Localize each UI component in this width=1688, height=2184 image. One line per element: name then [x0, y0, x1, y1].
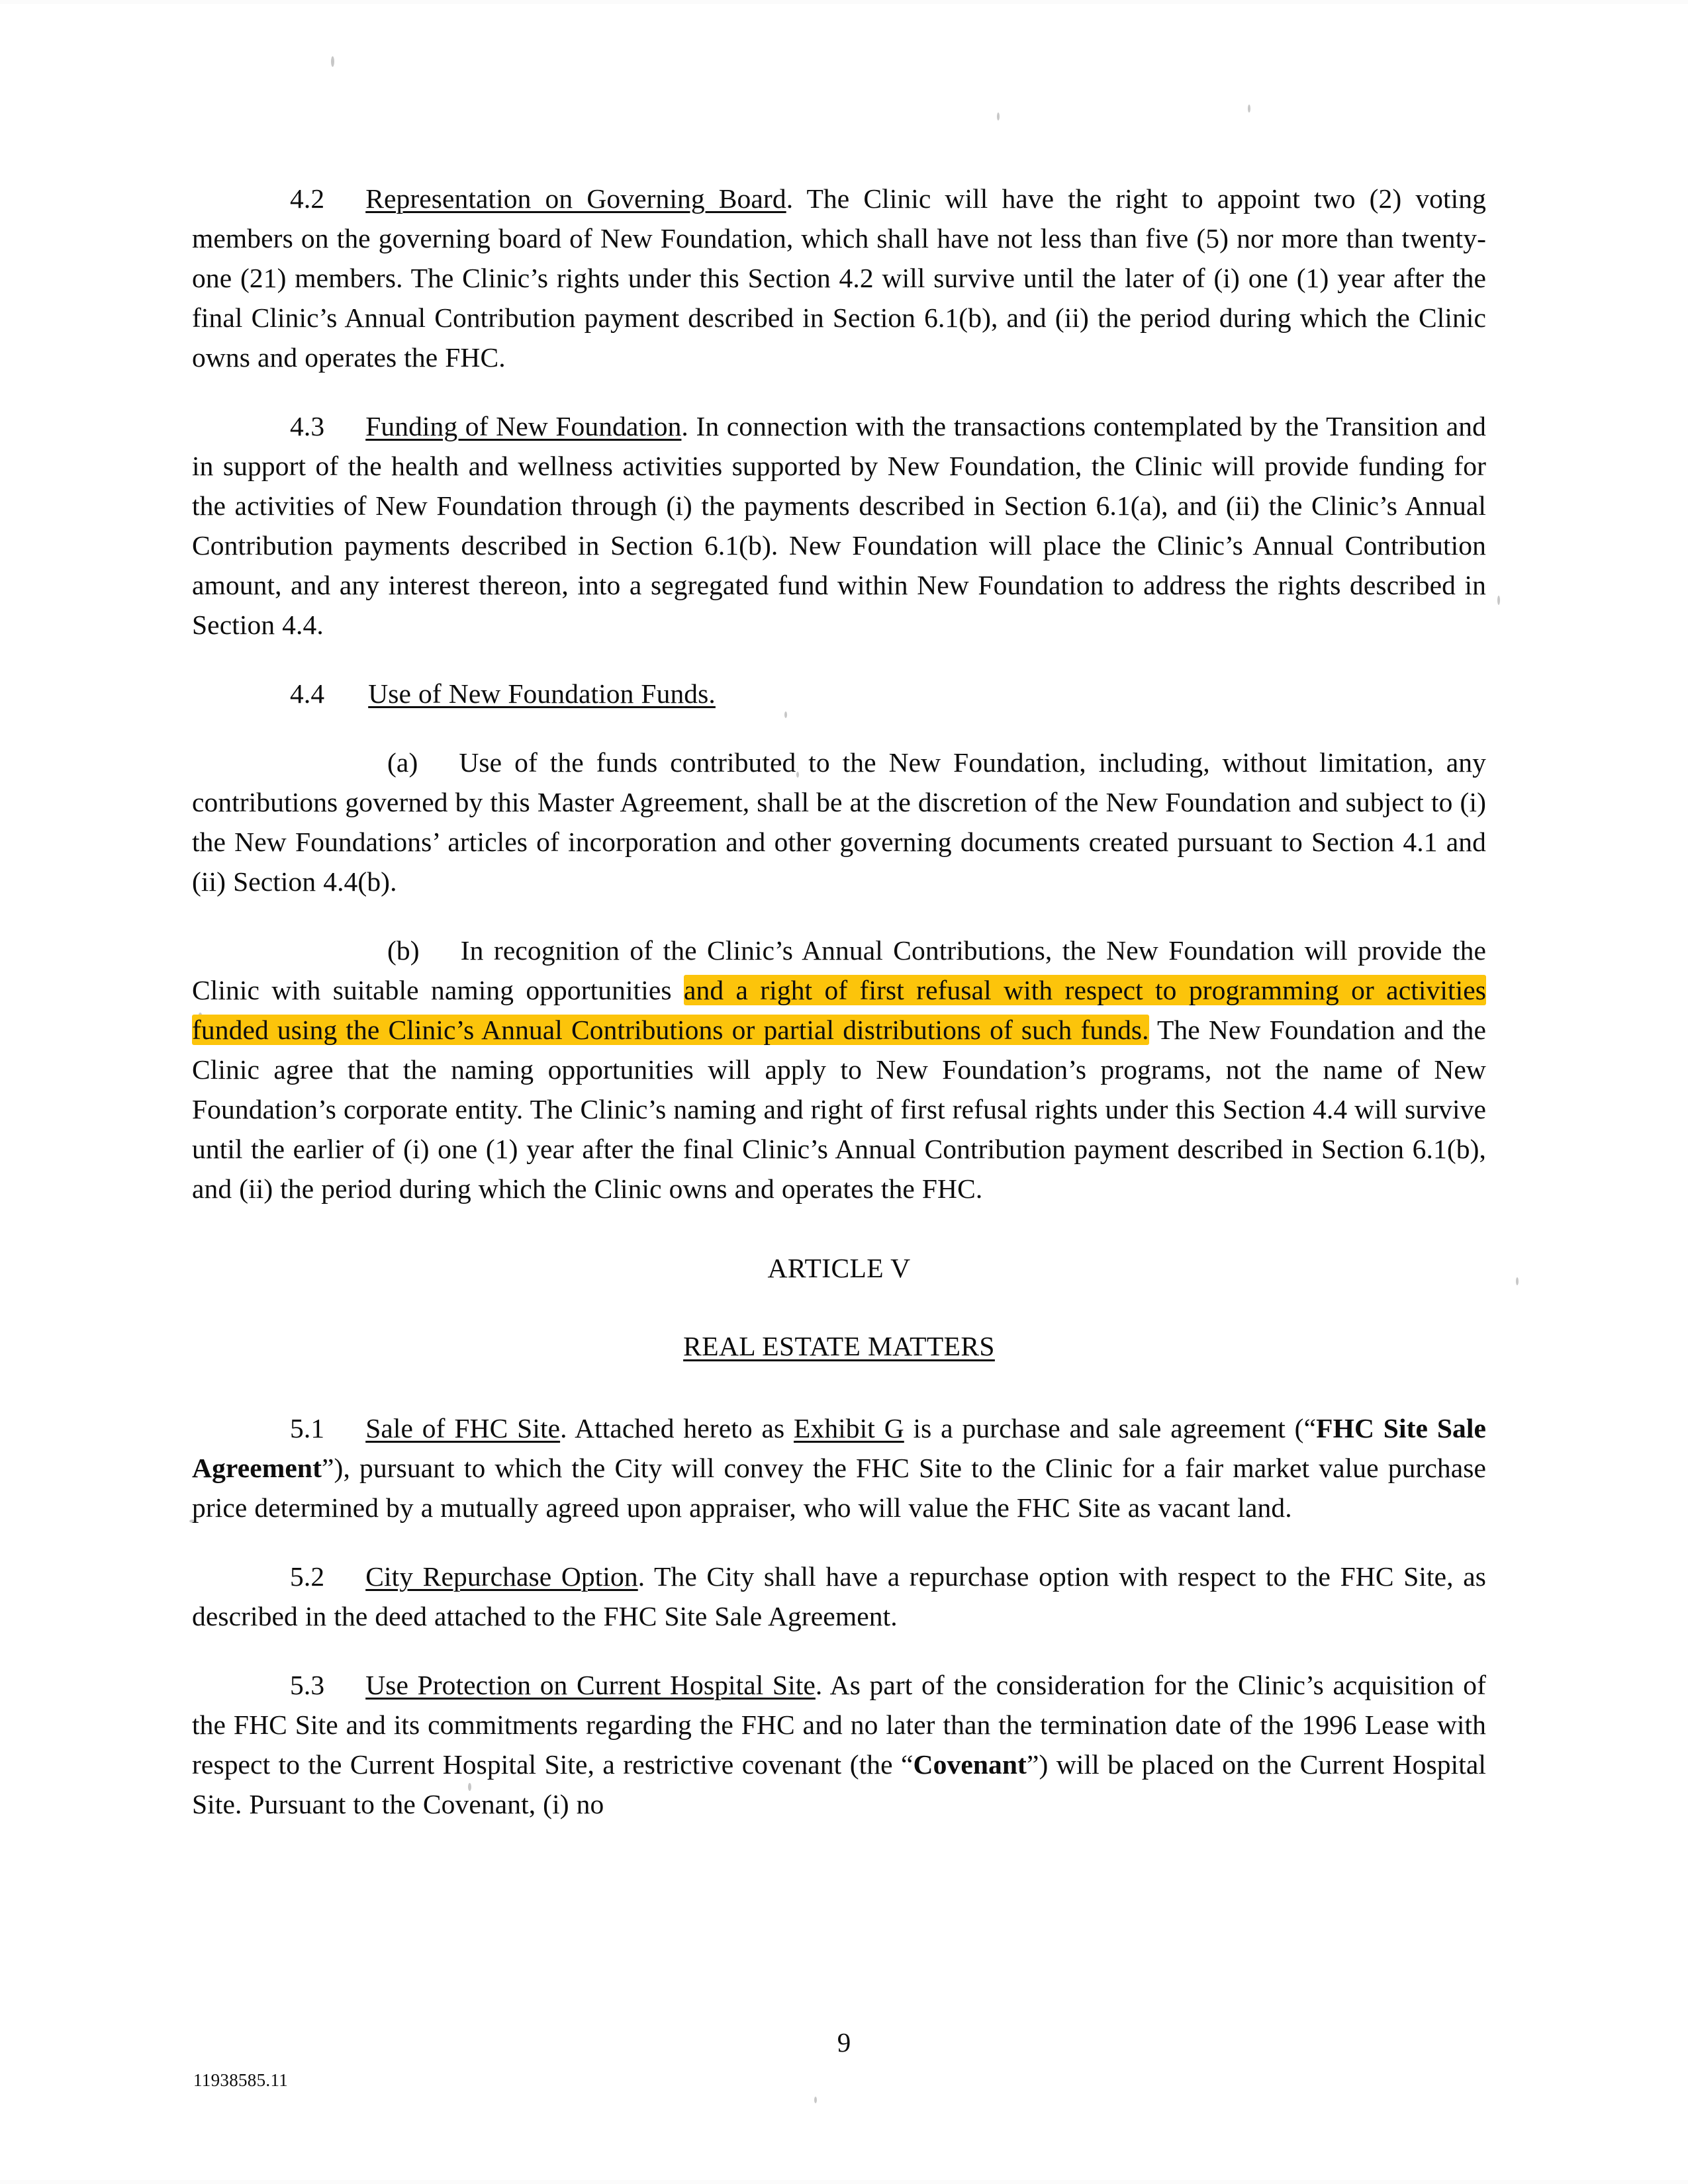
- section-5-1-number: 5.1: [290, 1413, 325, 1443]
- scan-speck: [997, 113, 1000, 120]
- section-4-4-number: 4.4: [290, 678, 325, 709]
- section-5-1-body-1: . Attached hereto as: [560, 1413, 794, 1443]
- section-4-3-body: . In connection with the transactions contemplated by the Transition and in support of the health and wellness activities supported by New Foundation, the Clinic will provide funding for the activities of New Foundation through (i) the payments described in Section 6.1(a), and (ii) the Clinic’s Annual Contribution payments described in Section 6.1(b). New Foundation will place the Clinic’s Annual Contribution amount, and any interest thereon, into a segregated fund within New Foundation to address the rights described in Section 4.4.: [192, 411, 1486, 640]
- scan-speck: [331, 56, 334, 67]
- section-5-3-body-2: ”) will be placed on the Current Hospital Site. Pursuant to the Covenant, (i) no: [192, 1749, 1486, 1819]
- section-5-1-title: Sale of FHC Site: [365, 1413, 561, 1443]
- section-4-3-number: 4.3: [290, 411, 325, 441]
- article-subject-heading: [192, 1326, 1486, 1366]
- section-5-1-paragraph: [192, 1408, 1486, 1527]
- section-4-3-paragraph: [192, 406, 1486, 645]
- section-4-3-title: Funding of New Foundation: [365, 411, 682, 441]
- defined-term-covenant: Covenant: [913, 1749, 1027, 1780]
- section-4-4-heading: [192, 674, 1486, 713]
- section-4-2-paragraph: [192, 179, 1486, 377]
- section-4-2-body: . The Clinic will have the right to appoint two (2) voting members on the governing board of New Foundation, which shall have not less than five (5) nor more than twenty-one (21) members. The Clinic’s rights under this Section 4.2 will survive until the later of (i) one (1) year after the final Clinic’s Annual Contribution payment described in Section 6.1(b), and (ii) the period during which the Clinic owns and operates the FHC.: [192, 183, 1486, 373]
- section-5-1-body-2: is a purchase and sale agreement (“: [904, 1413, 1317, 1443]
- section-4-4-a-paragraph: [192, 743, 1486, 901]
- page-number: 9: [837, 2027, 851, 2058]
- article-heading: ARTICLE V: [767, 1253, 911, 1283]
- scan-edge-top: [0, 0, 1688, 4]
- section-5-2-title: City Repurchase Option: [365, 1561, 638, 1592]
- section-5-2-body: . The City shall have a repurchase option with respect to the FHC Site, as described in the deed attached to the FHC Site Sale Agreement.: [192, 1561, 1486, 1631]
- section-5-2-number: 5.2: [290, 1561, 325, 1592]
- scan-speck: [1497, 596, 1500, 605]
- highlighted-text: and a right of first refusal with respect to programming or activities funded using the Clinic’s Annual Contributions or partial distributions of such funds.: [192, 975, 1486, 1045]
- section-5-2-paragraph: [192, 1557, 1486, 1636]
- exhibit-g-reference: Exhibit G: [794, 1413, 904, 1443]
- section-4-4-b-paragraph: [192, 931, 1486, 1208]
- section-4-4-b-label: (b): [387, 935, 420, 966]
- section-5-3-paragraph: [192, 1665, 1486, 1824]
- article-subject-text: REAL ESTATE MATTERS: [683, 1331, 995, 1361]
- defined-term-fhc-site-sale-agreement: FHC Site Sale Agreement: [192, 1413, 1486, 1483]
- document-body: [192, 179, 1486, 1824]
- scan-edge-bottom: [0, 2180, 1688, 2184]
- scan-speck: [1248, 105, 1250, 113]
- section-5-3-body-1: . As part of the consideration for the Clinic’s acquisition of the FHC Site and its commitments regarding the FHC and no later than the termination date of the 1996 Lease with respect to the Current Hospital Site, a restrictive covenant (the “: [192, 1670, 1486, 1780]
- section-4-2-number: 4.2: [290, 183, 325, 214]
- section-5-1-body-3: ”), pursuant to which the City will convey the FHC Site to the Clinic for a fair market value purchase price determined by a mutually agreed upon appraiser, who will value the FHC Site as vacant land.: [192, 1453, 1486, 1523]
- section-4-4-b-text-before-highlight: In recognition of the Clinic’s Annual Contributions, the New Foundation will provide the Clinic with suitable naming opportunities: [192, 935, 1486, 1005]
- section-5-3-number: 5.3: [290, 1670, 325, 1700]
- section-4-4-title: Use of New Foundation Funds.: [368, 678, 716, 709]
- scan-speck: [1516, 1277, 1519, 1285]
- section-4-2-title: Representation on Governing Board: [365, 183, 786, 214]
- section-4-4-a-label: (a): [387, 747, 418, 778]
- document-id-footer: 11938585.11: [193, 2070, 289, 2090]
- section-5-3-title: Use Protection on Current Hospital Site: [365, 1670, 816, 1700]
- section-4-4-b-text-after-highlight: The New Foundation and the Clinic agree that the naming opportunities will apply to New Foundation’s programs, not the name of New Foundation’s corporate entity. The Clinic’s naming and right of first refusal rights under this Section 4.4 will survive until the earlier of (i) one (1) year after the final Clinic’s Annual Contribution payment described in Section 6.1(b), and (ii) the period during which the Clinic owns and operates the FHC.: [192, 1015, 1486, 1204]
- scan-speck: [814, 2097, 817, 2103]
- section-4-4-a-body: Use of the funds contributed to the New Foundation, including, without limitation, any contributions governed by this Master Agreement, shall be at the discretion of the New Foundation and subject to (i) the New Foundations’ articles of incorporation and other governing documents created pursuant to Section 4.1 and (ii) Section 4.4(b).: [192, 747, 1486, 897]
